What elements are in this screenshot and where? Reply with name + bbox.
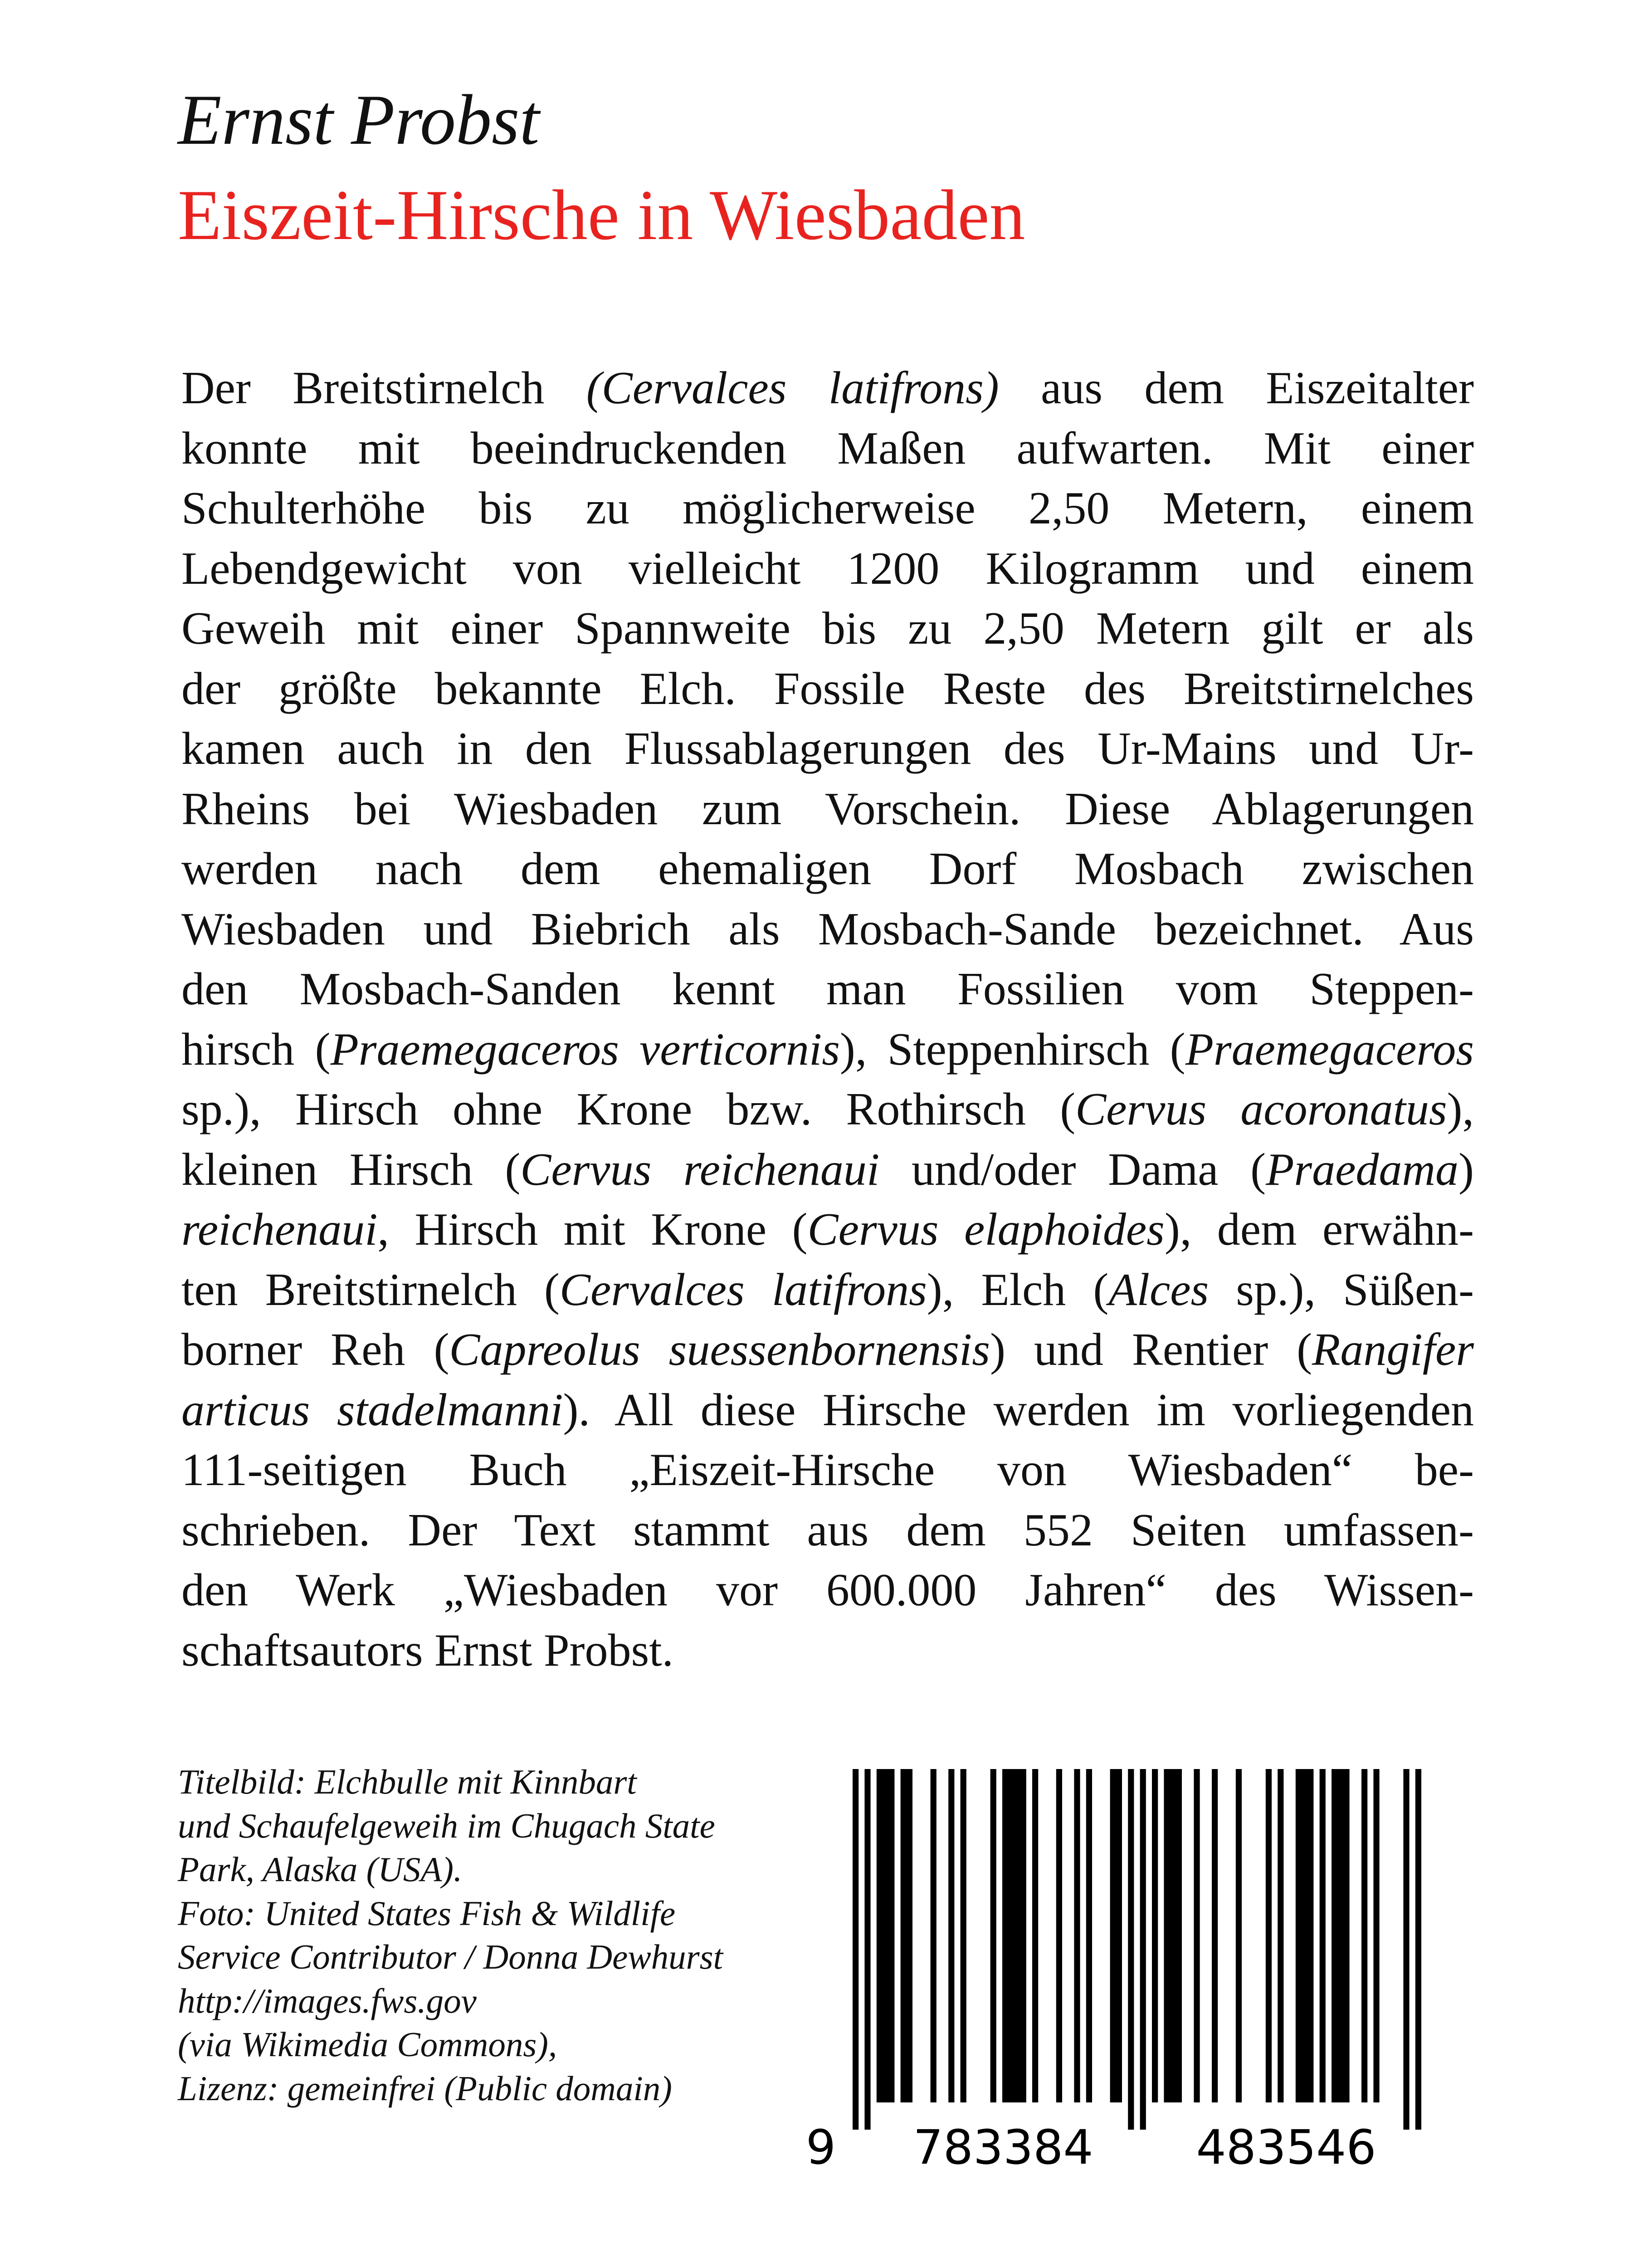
text-segment: hirsch ( [181, 1023, 331, 1075]
barcode-digit-lead: 9 [805, 2120, 836, 2173]
text-segment: werden nach dem ehemaligen Dorf Mosbach zwischen [181, 843, 1474, 894]
text-segment: ), Elch ( [927, 1264, 1109, 1315]
text-segment: Lebendgewicht von vielleicht 1200 Kilogramm und einem [181, 543, 1474, 594]
blurb-line [181, 599, 1474, 659]
blurb-line [181, 1320, 1474, 1380]
text-segment: ), dem erwähn- [1164, 1204, 1474, 1255]
barcode-guard-bar [1415, 1769, 1421, 2130]
blurb-line [181, 1621, 1474, 1681]
blurb-line [181, 1020, 1474, 1080]
species-name: Praedama [1266, 1144, 1459, 1195]
blurb-line [181, 1140, 1474, 1200]
barcode-bar [1032, 1769, 1038, 2102]
barcode-bar [931, 1769, 937, 2102]
barcode-bars [853, 1769, 1421, 2130]
text-segment: ten Breitstirnelch ( [181, 1264, 560, 1315]
text-segment: borner Reh ( [181, 1324, 449, 1375]
barcode-bar [1002, 1769, 1026, 2102]
blurb-line [181, 479, 1474, 539]
text-segment: ) [1459, 1144, 1474, 1195]
blurb-line [181, 539, 1474, 599]
text-segment: kleinen Hirsch ( [181, 1144, 521, 1195]
caption-line: Titelbild: Elchbulle mit Kinnbart [178, 1762, 637, 1801]
barcode-bar [1296, 1769, 1314, 2102]
barcode-bar [1361, 1769, 1367, 2102]
barcode-digits-left: 783384 [913, 2120, 1093, 2173]
text-segment: ). All diese Hirsche werden im vorliegenden [563, 1384, 1474, 1436]
book-title: Eiszeit-Hirsche in Wiesbaden [178, 176, 1025, 255]
barcode-guard-bar [1403, 1769, 1409, 2130]
blurb-line [181, 959, 1474, 1020]
barcode-bar [1212, 1769, 1218, 2102]
barcode-bar [990, 1769, 996, 2102]
species-name: Cervus reichenaui [520, 1144, 880, 1195]
species-name: Capreolus suessenbornensis [449, 1324, 990, 1375]
text-segment: schrieben. Der Text stammt aus dem 552 Seiten umfassen- [181, 1504, 1474, 1556]
barcode-bar [1164, 1769, 1182, 2102]
barcode-bar [1320, 1769, 1326, 2102]
text-segment: Der Breitstirnelch [181, 362, 586, 414]
text-segment: Schulterhöhe bis zu möglicherweise 2,50 Metern, einem [181, 483, 1474, 534]
text-segment: der größte bekannte Elch. Fossile Reste des Breitstirnelches [181, 663, 1474, 714]
species-name: Cervus acoronatus [1075, 1084, 1447, 1135]
caption-line: und Schaufelgeweih im Chugach State [178, 1806, 715, 1845]
text-segment: kamen auch in den Flussablagerungen des Ur-Mains und Ur- [181, 723, 1474, 774]
text-segment: konnte mit beeindruckenden Maßen aufwarten. Mit einer [181, 422, 1474, 474]
blurb-line [181, 1200, 1474, 1260]
text-segment: schaftsautors Ernst Probst. [181, 1624, 674, 1676]
barcode-bar [1373, 1769, 1379, 2102]
blurb-line [181, 899, 1474, 960]
text-segment: sp.), Hirsch ohne Krone bzw. Rothirsch ( [181, 1084, 1076, 1135]
caption-line: (via Wikimedia Commons), [178, 2025, 557, 2064]
barcode-bar [1332, 1769, 1350, 2102]
species-name: Praemegaceros verticornis [330, 1023, 840, 1075]
text-segment: ) und Rentier ( [990, 1324, 1312, 1375]
caption-line: Lizenz: gemeinfrei (Public domain) [178, 2068, 672, 2108]
blurb-line [181, 1380, 1474, 1441]
barcode-bar [1236, 1769, 1242, 2102]
blurb-line [181, 1260, 1474, 1320]
caption-line: Park, Alaska (USA). [178, 1850, 463, 1889]
blurb-line [181, 779, 1474, 840]
text-segment: und/oder Dama ( [879, 1144, 1266, 1195]
text-segment: den Werk „Wiesbaden vor 600.000 Jahren“ des Wissen- [181, 1564, 1474, 1616]
text-segment: 111-seitigen Buch „Eiszeit-Hirsche von Wiesbaden“ be- [181, 1444, 1474, 1496]
text-segment: sp.), Süßen- [1209, 1264, 1474, 1315]
barcode-bar [877, 1769, 895, 2102]
barcode-bar [1074, 1769, 1080, 2102]
species-name: Rangifer [1312, 1324, 1474, 1375]
species-name: Cervalces latifrons [559, 1264, 927, 1315]
author-name: Ernst Probst [178, 80, 540, 160]
barcode-digits-right: 483546 [1196, 2120, 1376, 2173]
species-name: Alces [1108, 1264, 1209, 1315]
barcode-guard-bar [1128, 1769, 1134, 2130]
blurb-line [181, 659, 1474, 719]
species-name: Cervus elaphoides [807, 1204, 1165, 1255]
caption-line: Foto: United States Fish & Wildlife [178, 1893, 676, 1933]
text-segment: ), [1447, 1084, 1474, 1135]
barcode-bar [1056, 1769, 1062, 2102]
blurb-line [181, 358, 1474, 419]
species-name: reichenaui [181, 1204, 378, 1255]
photo-credit-caption [178, 1760, 723, 2110]
text-segment: Wiesbaden und Biebrich als Mosbach-Sande bezeichnet. Aus [181, 903, 1474, 955]
isbn-barcode [803, 1765, 1469, 2173]
text-segment: Rheins bei Wiesbaden zum Vorschein. Diese Ablagerungen [181, 783, 1474, 835]
text-segment: ), Steppenhirsch ( [839, 1023, 1185, 1075]
blurb-line [181, 719, 1474, 779]
barcode-bar [1266, 1769, 1272, 2102]
blurb-text [181, 358, 1474, 1681]
text-segment: , Hirsch mit Krone ( [377, 1204, 808, 1255]
species-name: (Cervalces latifrons) [586, 362, 999, 414]
blurb-line [181, 1080, 1474, 1140]
text-segment: den Mosbach-Sanden kennt man Fossilien vom Steppen- [181, 963, 1474, 1015]
barcode-bar [1152, 1769, 1158, 2102]
blurb-line [181, 1501, 1474, 1561]
barcode-bar [961, 1769, 966, 2102]
blurb-line [181, 419, 1474, 479]
blurb-line [181, 1560, 1474, 1621]
barcode-guard-bar [864, 1769, 870, 2130]
barcode-bar [1194, 1769, 1200, 2102]
barcode-guard-bar [1140, 1769, 1146, 2130]
blurb-line [181, 839, 1474, 899]
text-segment: aus dem Eiszeitalter [999, 362, 1474, 414]
barcode-bar [948, 1769, 954, 2102]
barcode-guard-bar [853, 1769, 859, 2130]
text-segment: Geweih mit einer Spannweite bis zu 2,50 Metern gilt er als [181, 603, 1474, 654]
species-name: articus stadelmanni [181, 1384, 563, 1436]
caption-line: http://images.fws.gov [178, 1981, 477, 2020]
barcode-bar [1086, 1769, 1092, 2102]
caption-line: Service Contributor / Donna Dewhurst [178, 1937, 723, 1976]
barcode-bar [1110, 1769, 1122, 2102]
species-name: Praemegaceros [1185, 1023, 1474, 1075]
barcode-bar [901, 1769, 912, 2102]
blurb-line [181, 1440, 1474, 1501]
barcode-bar [1278, 1769, 1283, 2102]
